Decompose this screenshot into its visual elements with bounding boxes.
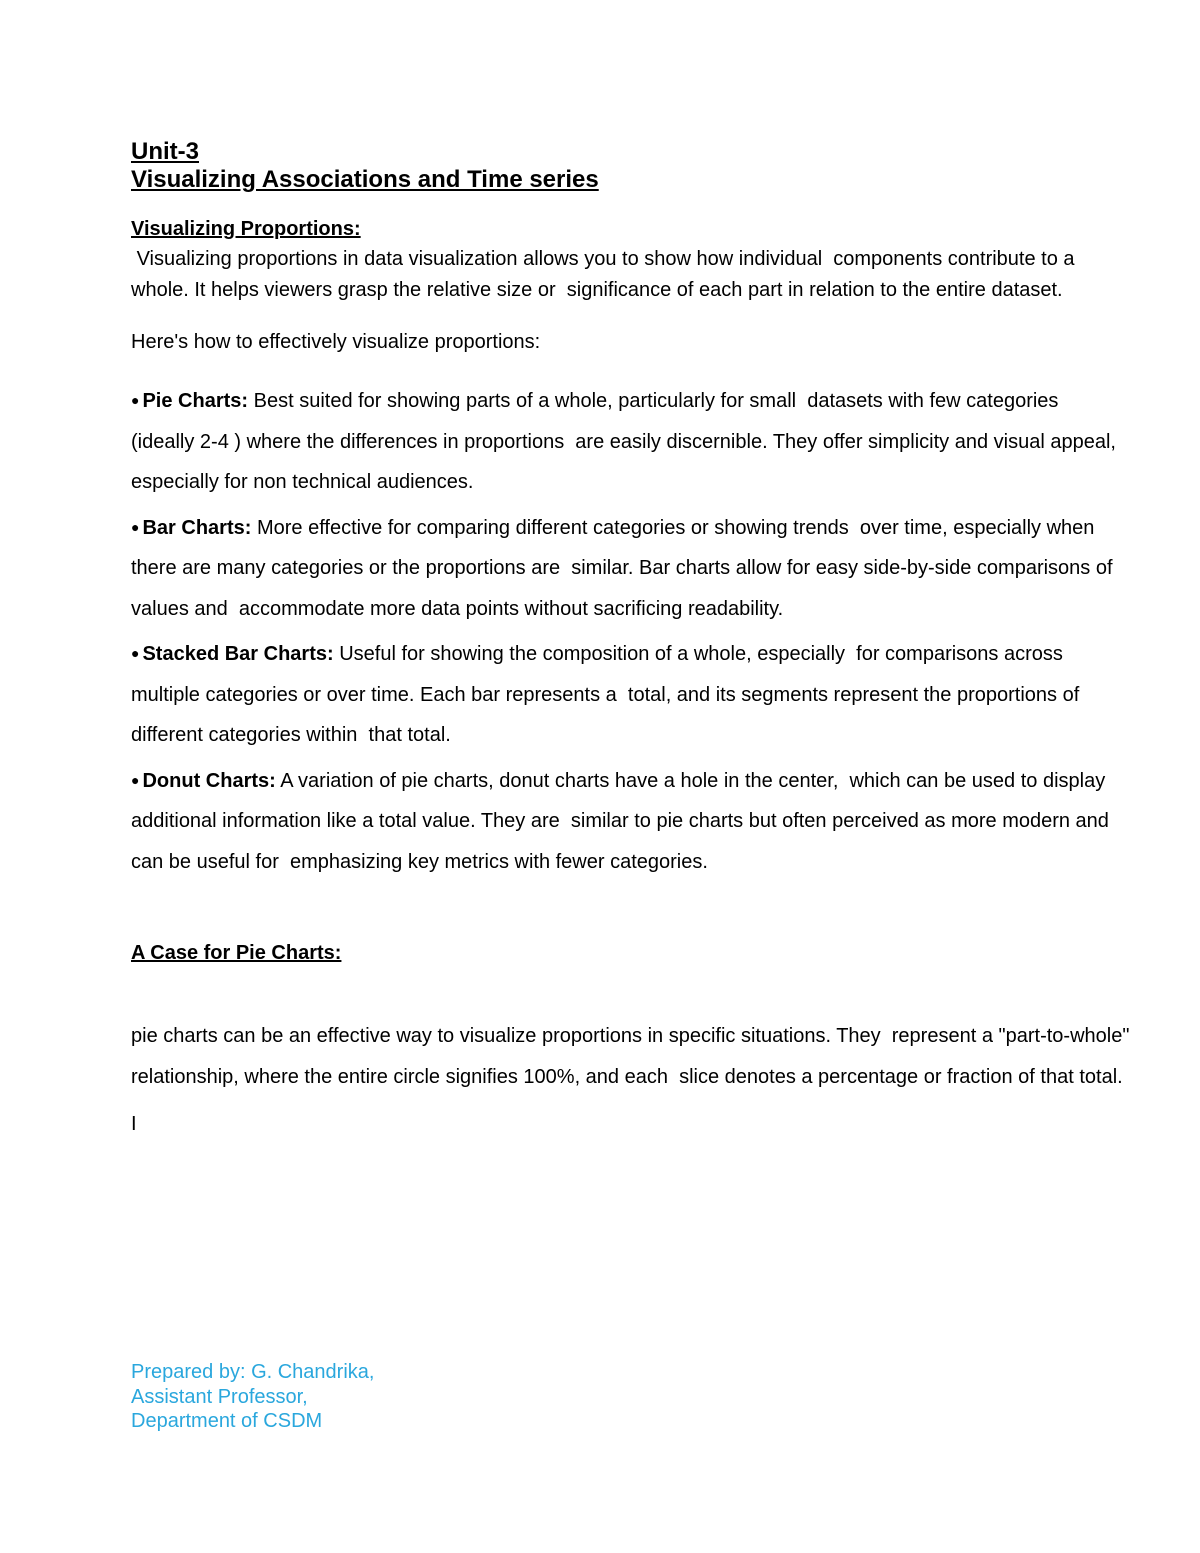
section-heading-pie-case: A Case for Pie Charts:: [131, 942, 342, 964]
bullet-term: Stacked Bar Charts:: [142, 643, 334, 665]
bullet-text: Best suited for showing parts of a whole, particularly for small datasets with few categories (ideally 2-4 ) where the differences in proportions are easily discernible. They offer simplicity and visual appeal, especially for non technical audiences.: [131, 390, 1122, 493]
document-page: [131, 138, 1135, 1139]
pie-case-paragraph: pie charts can be an effective way to visualize proportions in specific situations. They represent a "part-to-whole" relationship, where the entire circle signifies 100%, and each slice denotes a percentage or fraction of that total.: [131, 1025, 1135, 1088]
author-designation: Assistant Professor,: [131, 1385, 308, 1408]
bullet-term: Bar Charts:: [142, 516, 252, 539]
bullet-icon: ●: [131, 771, 140, 788]
bullet-icon: ●: [131, 645, 140, 661]
prepared-by: Prepared by: G. Chandrika,: [131, 1361, 375, 1383]
unit-label: Unit-3: [131, 138, 199, 165]
bullet-icon: ●: [131, 518, 140, 535]
list-item: [131, 633, 1091, 756]
lead-paragraph: Here's how to effectively visualize proportions:: [131, 331, 541, 353]
bullet-text: A variation of pie charts, donut charts have a hole in the center, which can be used to display additional information like a total value. They are similar to pie charts but often perceived as more modern and can be useful for emphasizing key metrics with fewer categories.: [131, 769, 1115, 873]
page-title: Visualizing Associations and Time series: [131, 166, 599, 193]
bullet-text: Useful for showing the composition of a whole, especially for comparisons across multiple categories or over time. Each bar represents a total, and its segments represent the proportions of different categories within that total.: [131, 643, 1085, 746]
bullet-list: [131, 380, 1131, 882]
section-heading-proportions: Visualizing Proportions:: [131, 218, 361, 240]
bullet-text: More effective for comparing different categories or showing trends over time, especially when there are many categories or the proportions are similar. Bar charts allow for easy side-by-side comparisons of values and accommodate more data points without sacrificing readability.: [131, 516, 1119, 620]
author-department: Department of CSDM: [131, 1410, 323, 1432]
list-item: [131, 507, 1119, 630]
author-footer: [131, 1360, 374, 1434]
intro-paragraph: Visualizing proportions in data visualization allows you to show how individual components contribute to a whole. It helps viewers grasp the relative size or significance of each part in relation to the entire dataset.: [131, 248, 1081, 301]
bullet-term: Pie Charts:: [142, 390, 249, 412]
list-item: [131, 760, 1131, 883]
stray-character: I: [131, 1113, 137, 1135]
bullet-term: Donut Charts:: [142, 769, 276, 792]
bullet-icon: ●: [131, 392, 140, 408]
list-item: [131, 380, 1126, 503]
